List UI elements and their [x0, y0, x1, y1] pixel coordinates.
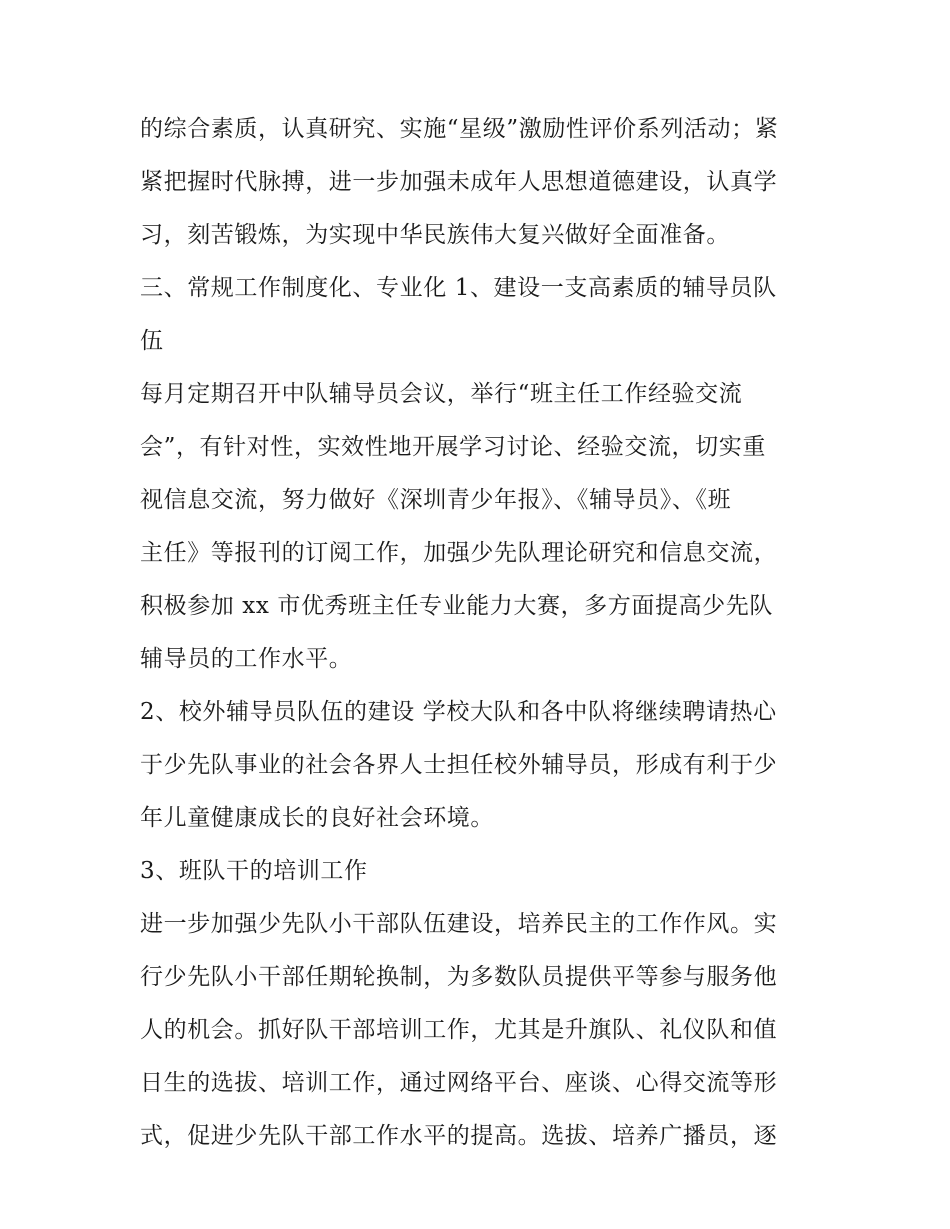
text-line: 视信息交流，努力做好《深圳青少年报》、《辅导员》、《班 — [140, 487, 732, 513]
text-line: 于少先队事业的社会各界人士担任校外辅导员，形成有利于少 — [140, 752, 778, 778]
subsection-heading-line: 3、班队干的培训工作 — [140, 858, 368, 884]
text-line: 主任》等报刊的订阅工作，加强少先队理论研究和信息交流， — [140, 540, 778, 566]
text-line: 习，刻苦锻炼，为实现中华民族伟大复兴做好全面准备。 — [140, 222, 730, 248]
text-line: 会”，有针对性，实效性地开展学习讨论、经验交流，切实重 — [140, 434, 766, 460]
text-line: 的综合素质，认真研究、实施“星级”激励性评价系列活动；紧 — [140, 116, 779, 142]
text-line: 行少先队小干部任期轮换制，为多数队员提供平等参与服务他 — [140, 964, 778, 990]
text-line: 式，促进少先队干部工作水平的提高。选拔、培养广播员，逐 — [140, 1123, 778, 1149]
text-line: 人的机会。抓好队干部培训工作，尤其是升旗队、礼仪队和值 — [140, 1017, 778, 1043]
text-line: 进一步加强少先队小干部队伍建设，培养民主的工作作风。实 — [140, 911, 778, 937]
text-line: 紧把握时代脉搏，进一步加强未成年人思想道德建设，认真学 — [140, 169, 778, 195]
section-heading-line: 三、常规工作制度化、专业化 1、建设一支高素质的辅导员队 — [140, 275, 777, 301]
text-line: 年儿童健康成长的良好社会环境。 — [140, 805, 494, 831]
section-heading-line: 伍 — [140, 328, 164, 354]
text-line: 每月定期召开中队辅导员会议，举行“班主任工作经验交流 — [140, 381, 743, 407]
text-line: 积极参加 xx 市优秀班主任专业能力大赛，多方面提高少先队 — [140, 593, 773, 619]
subsection-heading-line: 2、校外辅导员队伍的建设 学校大队和各中队将继续聘请热心 — [140, 699, 777, 725]
document-body — [140, 108, 820, 1168]
text-line: 辅导员的工作水平。 — [140, 646, 353, 672]
text-line: 日生的选拔、培训工作，通过网络平台、座谈、心得交流等形 — [140, 1070, 778, 1096]
